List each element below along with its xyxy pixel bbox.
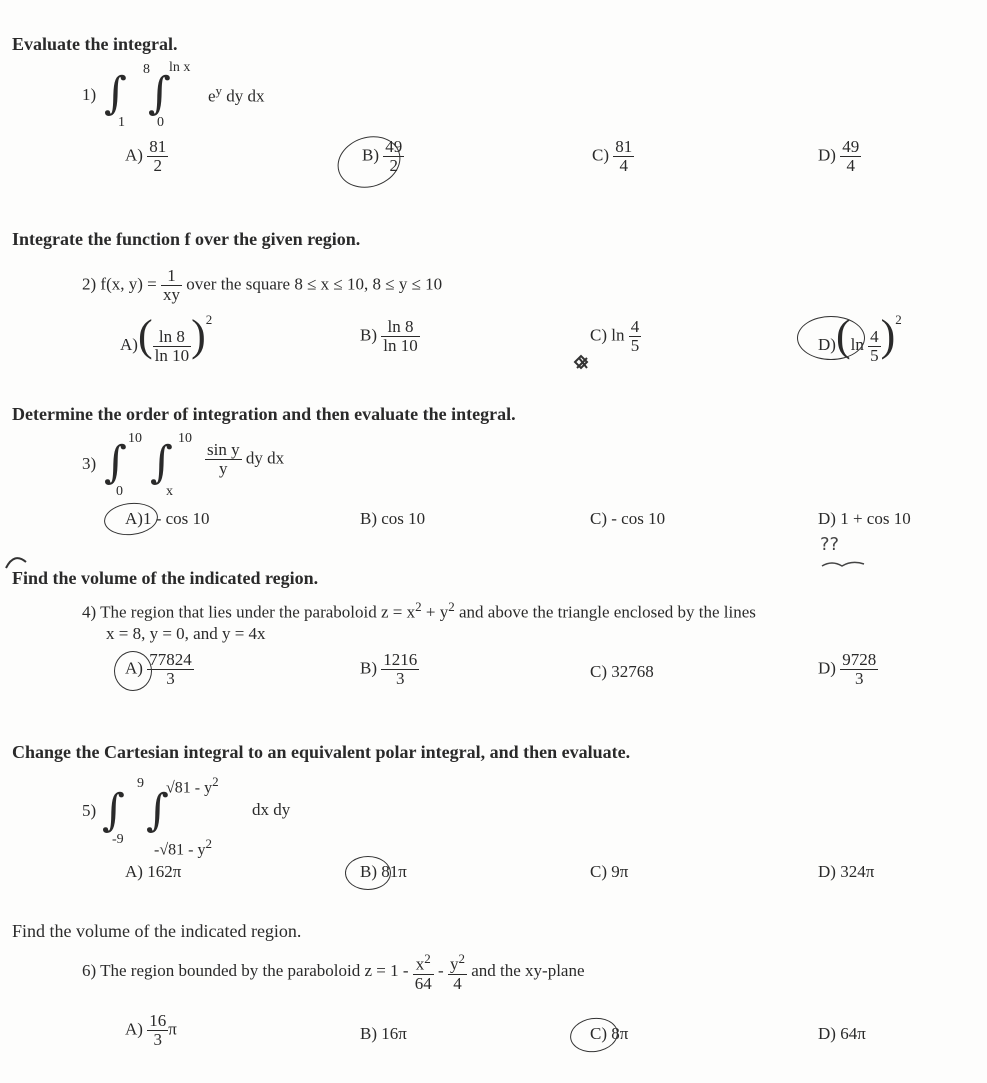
choice-b[interactable]: B) 16π [360, 1024, 407, 1043]
choice-a[interactable]: A) $\frac{77824}{3}$ [125, 650, 192, 688]
choice-c[interactable]: C) $\frac{81}{4}$ [592, 137, 633, 175]
choice-b[interactable]: B) $\frac{\ln 8}{\ln 10}$ [360, 317, 418, 355]
inner-upper-limit: ln x [169, 60, 191, 75]
choice-c[interactable]: C) - cos 10 [590, 509, 666, 528]
scribble-mark [6, 558, 26, 568]
question-text: 4) The region that lies under the paraboloid $z = x^2 + y^2$ and above the triangle enclosed by the lines [82, 599, 756, 622]
choice-b[interactable]: B) cos 10 [360, 509, 426, 528]
inner-lower-limit: x [166, 484, 173, 499]
question-text: 6) The region bounded by the paraboloid z = 1 - $\frac{x^2}{64}$ - $\frac{y^2}{4}$ and the xy-plane [82, 951, 585, 993]
choice-c[interactable]: C) 32768 [590, 662, 654, 681]
section-heading: Find the volume of the indicated region. [12, 921, 302, 941]
scribble-mark [575, 356, 587, 368]
integral-sign-inner: ∫ [150, 437, 173, 488]
integral-sign-outer: ∫ [104, 68, 127, 119]
integral-sign-inner: ∫ [146, 785, 169, 836]
answer-circle-mark [114, 651, 152, 691]
choice-c[interactable]: C) 8π [590, 1024, 629, 1043]
question-number: 5) [82, 801, 97, 820]
choice-a[interactable]: A)( $\frac{\ln 8}{\ln 10}$ )$^2$ [120, 311, 213, 365]
section-heading: Evaluate the integral. [12, 34, 178, 54]
inner-upper-limit: 10 [178, 431, 192, 446]
choice-b[interactable]: B) 81π [360, 862, 407, 881]
integral-sign-outer: ∫ [102, 785, 125, 836]
choice-b[interactable]: B) $\frac{1216}{3}$ [360, 650, 418, 688]
choice-d[interactable]: D)(ln $\frac{4}{5}$ )$^2$ [818, 311, 902, 365]
answer-circle-mark [797, 316, 865, 360]
integral-sign-inner: ∫ [148, 68, 171, 119]
choice-d[interactable]: D) 1 + cos 10 [818, 509, 911, 528]
question-text: 2) f(x, y) = $\frac{1}{xy}$ over the square 8 ≤ x ≤ 10, 8 ≤ y ≤ 10 [82, 266, 443, 304]
answer-circle-mark [568, 1015, 620, 1055]
section-heading: Integrate the function f over the given region. [12, 229, 361, 249]
choice-d[interactable]: D) $\frac{9728}{3}$ [818, 650, 877, 688]
integrand: $e^y$ dy dx [208, 83, 265, 106]
outer-lower-limit: 1 [118, 115, 125, 130]
integral-sign-outer: ∫ [104, 437, 127, 488]
choice-d[interactable]: D) 324π [818, 862, 875, 881]
inner-lower-limit: 0 [157, 115, 164, 130]
choice-c[interactable]: C) 9π [590, 862, 629, 881]
choice-a[interactable]: A) $\frac{81}{2}$ [125, 137, 167, 175]
outer-upper-limit: 10 [128, 431, 142, 446]
inner-lower-limit: $-√81 - y^2$ [154, 836, 212, 859]
question-number: 1) [82, 85, 97, 104]
section-heading: Change the Cartesian integral to an equivalent polar integral, and then evaluate. [12, 742, 631, 762]
outer-lower-limit: 0 [116, 484, 123, 499]
choice-a[interactable]: A)1 - cos 10 [125, 509, 210, 528]
choice-a[interactable]: A) $\frac{16}{3}$ π [125, 1011, 177, 1049]
choice-c[interactable]: C) ln $\frac{4}{5}$ [590, 317, 640, 355]
outer-upper-limit: 8 [143, 62, 150, 77]
handwritten-note: ?? [820, 534, 840, 555]
choice-d[interactable]: D) 64π [818, 1024, 866, 1043]
differentials: dx dy [252, 800, 291, 819]
question-text-line-2: x = 8, y = 0, and y = 4x [106, 624, 266, 643]
choice-b[interactable]: B) $\frac{49}{2}$ [362, 137, 403, 175]
outer-lower-limit: -9 [112, 832, 124, 847]
section-heading: Find the volume of the indicated region. [12, 568, 319, 588]
choice-d[interactable]: D) $\frac{49}{4}$ [818, 137, 860, 175]
section-heading: Determine the order of integration and then evaluate the integral. [12, 404, 516, 424]
answer-circle-mark [102, 500, 159, 537]
outer-upper-limit: 9 [137, 776, 144, 791]
inner-upper-limit: $√81 - y^2$ [166, 774, 219, 797]
integrand: $\frac{\text{sin y}}{y}$ dy dx [207, 440, 285, 478]
question-number: 3) [82, 454, 97, 473]
choice-a[interactable]: A) 162π [125, 862, 182, 881]
scribble-mark [822, 562, 864, 566]
answer-circle-mark [345, 856, 391, 890]
